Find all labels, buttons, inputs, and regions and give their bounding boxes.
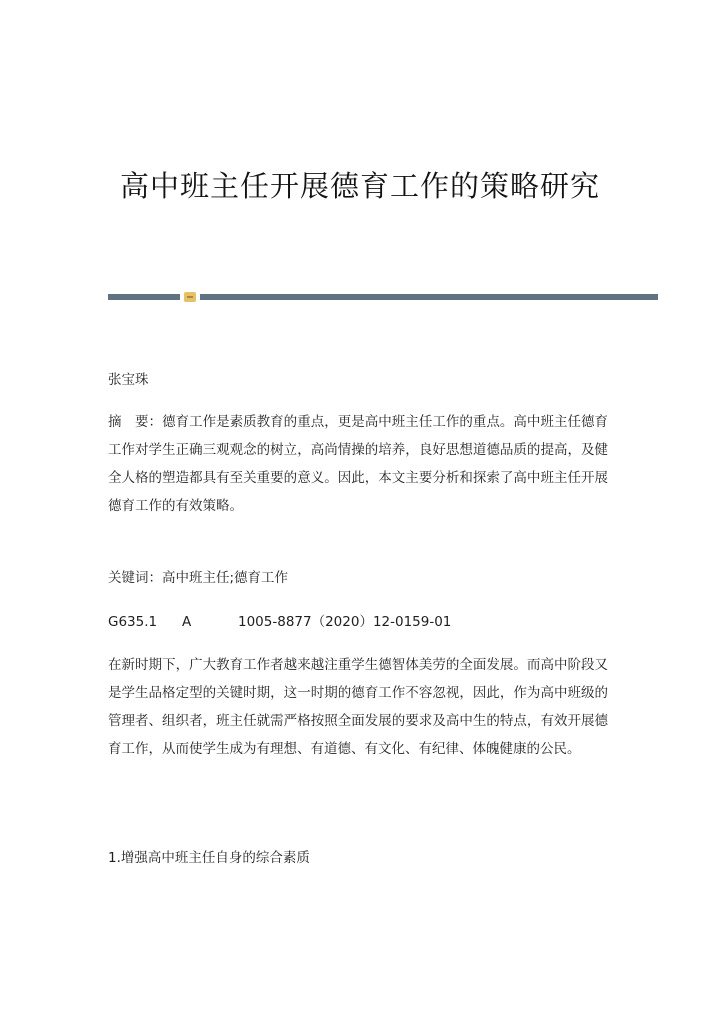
intro-paragraph: 在新时期下，广大教育工作者越来越注重学生德智体美劳的全面发展。而高中阶段又是学生品格定型的关键时期，这一时期的德育工作不容忽视，因此，作为高中班级的管理者、组织者，班主任就需严格按照全面发展的要求及高中生的特点，有效开展德育工作，从而使学生成为有理想、有道德、有文化、有纪律、体魄健康的公民。 [108, 657, 608, 757]
keywords-line [108, 566, 288, 590]
keywords-label: 关键词： [108, 570, 162, 586]
clc-number: G635.1 [108, 614, 158, 630]
classification-line [108, 610, 608, 634]
document-code: A [182, 614, 192, 630]
keywords-text: 高中班主任;德育工作 [162, 570, 289, 586]
divider-left-bar [108, 294, 180, 300]
abstract-label: 摘 要： [108, 414, 163, 430]
abstract-text: 德育工作是素质教育的重点，更是高中班主任工作的重点。高中班主任德育工作对学生正确三观观念的树立，高尚情操的培养，良好思想道德品质的提高，及健全人格的塑造都具有至关重要的意义。因此，本文主要分析和探索了高中班主任开展德育工作的有效策略。 [108, 414, 609, 514]
article-number: 1005-8877（2020）12-0159-01 [238, 614, 452, 630]
document-title: 高中班主任开展德育工作的策略研究 [119, 169, 600, 203]
abstract-paragraph [108, 408, 608, 520]
divider-right-bar [200, 294, 658, 300]
author-name: 张宝珠 [108, 372, 149, 388]
section-heading: 1.增强高中班主任自身的综合素质 [108, 850, 310, 866]
title-divider [108, 292, 658, 302]
divider-emblem-icon [184, 292, 196, 302]
